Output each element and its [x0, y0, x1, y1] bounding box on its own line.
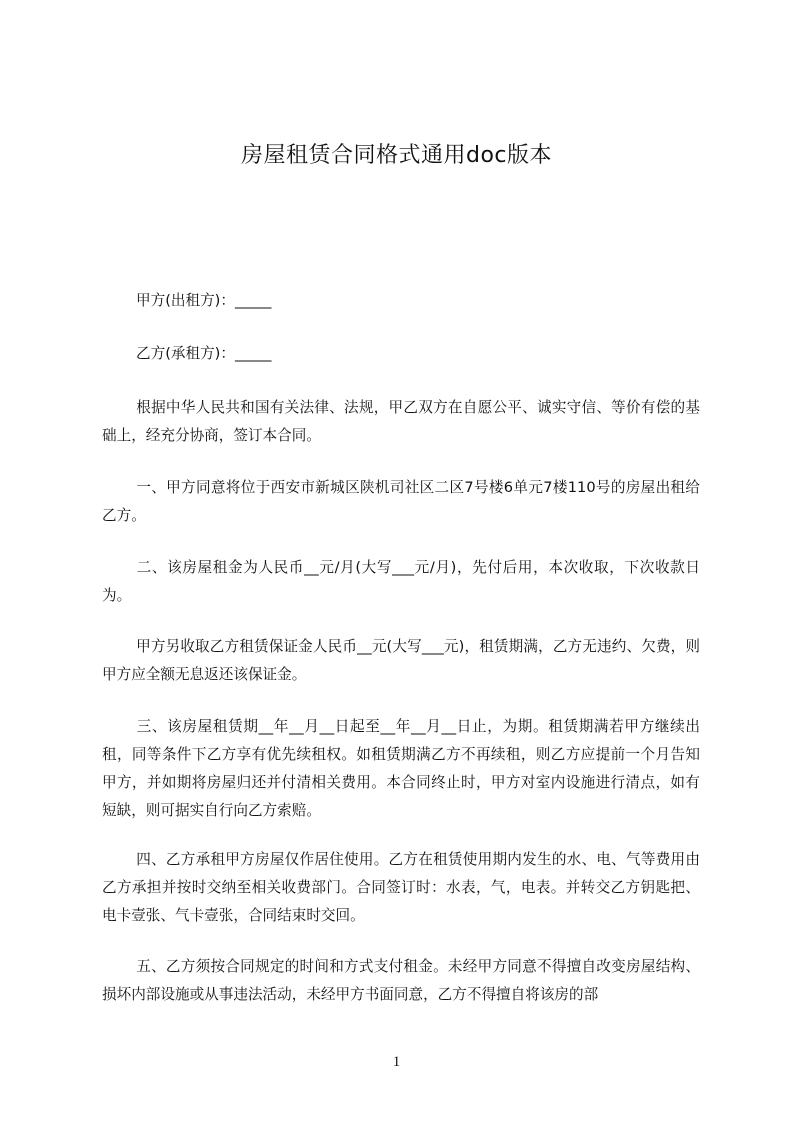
preamble-text: 根据中华人民共和国有关法律、法规，甲乙双方在自愿公平、诚实守信、等价有偿的基础上，经充分协商，签订本合同。 [102, 399, 700, 444]
clause-2-paragraph [102, 554, 700, 610]
party-b-line [102, 340, 700, 368]
clause-4-text: 四、乙方承租甲方房屋仅作居住使用。乙方在租赁使用期内发生的水、电、气等费用由乙方承担并按时交纳至相关收费部门。合同签订时：水表，气，电表。并转交乙方钥匙把、电卡壹张、气卡壹张，合同结束时交回。 [102, 851, 700, 924]
clause-4-paragraph [102, 846, 700, 930]
clause-2-text: 二、该房屋租金为人民币__元/月(大写___元/月)，先付后用，本次收取，下次收款日为。 [102, 559, 700, 604]
clause-1-text: 一、甲方同意将位于西安市新城区陕机司社区二区7号楼6单元7楼110号的房屋出租给乙方。 [102, 479, 700, 524]
page-number: 1 [392, 1054, 401, 1070]
clause-5-text: 五、乙方须按合同规定的时间和方式支付租金。未经甲方同意不得擅自改变房屋结构、损坏内部设施或从事违法活动，未经甲方书面同意，乙方不得擅自将该房的部 [102, 958, 700, 1003]
preamble-paragraph [102, 394, 700, 450]
clause-3-paragraph [102, 713, 700, 825]
clause-5-paragraph [102, 953, 700, 1009]
clause-3-text: 三、该房屋租赁期__年__月__日起至__年__月__日止，为期。租赁期满若甲方继续出租，同等条件下乙方享有优先续租权。如租赁期满乙方不再续租，则乙方应提前一个月告知甲方，并如期将房屋归还并付清相关费用。本合同终止时，甲方对室内设施进行清点，如有短缺，则可据实自行向乙方索赔。 [102, 718, 700, 819]
party-b-text: 乙方(承租方)：_____ [136, 345, 272, 362]
party-a-text: 甲方(出租方)：_____ [136, 292, 272, 309]
party-a-line [102, 287, 700, 315]
clause-1-paragraph [102, 474, 700, 530]
deposit-text: 甲方另收取乙方租赁保证金人民币__元(大写___元)，租赁期满，乙方无违约、欠费，则甲方应全额无息返还该保证金。 [102, 638, 700, 683]
deposit-paragraph [102, 633, 700, 689]
document-title: 房屋租赁合同格式通用doc版本 [240, 143, 553, 168]
